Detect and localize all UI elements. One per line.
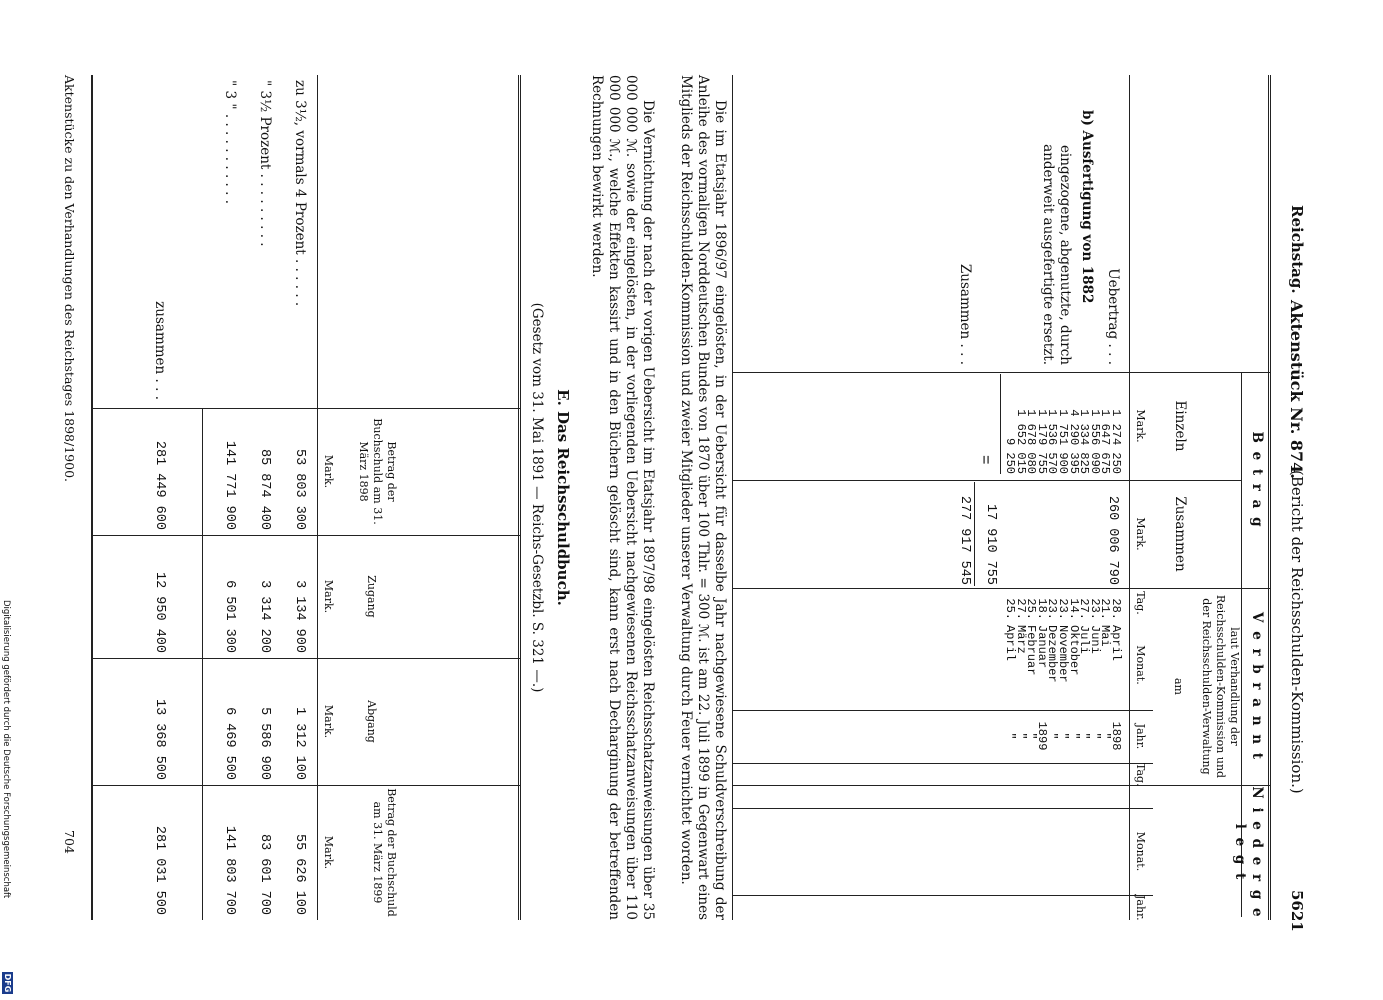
col-jahr: Jahr. xyxy=(1134,723,1147,750)
row-einzeln: 1 274 250 xyxy=(1109,409,1123,474)
row-jahr: " xyxy=(1045,732,1060,740)
row-monat: Mai xyxy=(1098,625,1113,647)
row-einzeln: 1 179 755 xyxy=(1034,409,1049,474)
row-b1898: 85 874 400 xyxy=(257,448,272,530)
section-b-desc: eingezogene, abgenutzte, durch anderweit ausgefertigte ersetzt. xyxy=(1040,144,1073,365)
row-jahr: " xyxy=(1024,732,1039,740)
zusammen-label: Zusammen . . . xyxy=(957,263,973,365)
row-label: " 3 " . . . . . . . . . . . xyxy=(222,80,238,204)
col-am: am xyxy=(1172,678,1185,695)
footer-right: 704 xyxy=(62,830,77,854)
unit-mark-t2: Mark. xyxy=(322,835,335,870)
unit-mark-t2: Mark. xyxy=(322,704,335,739)
row-einzeln: 1 652 015 xyxy=(1013,409,1028,474)
uebertrag-value: 260 006 790 xyxy=(1105,495,1120,585)
row-monat: Juli xyxy=(1077,625,1092,654)
row-jahr: " xyxy=(1087,732,1102,740)
row-b1899: 83 601 700 xyxy=(257,833,272,915)
row-monat: März xyxy=(1013,625,1028,654)
table1-vline xyxy=(733,785,1271,786)
header-bestand-1898: Betrag der Buchschuld am 31. März 1898 xyxy=(357,418,398,525)
row-einzeln: 1 556 090 xyxy=(1087,409,1102,474)
col-tag-2: Tag. xyxy=(1134,763,1147,787)
row-tag: 23. xyxy=(1056,598,1070,620)
row-einzeln: 9 250 xyxy=(1003,437,1017,474)
zusammen-rule xyxy=(974,482,975,586)
unit-mark: Mark. xyxy=(1134,517,1147,551)
table1-vline xyxy=(733,372,1271,373)
row-einzeln: 1 678 080 xyxy=(1024,409,1039,474)
col-monat-2: Monat. xyxy=(1134,831,1147,872)
zusammen-value: 277 917 545 xyxy=(957,495,972,585)
row-monat: Januar xyxy=(1034,625,1049,669)
section-b: b) Ausfertigung von 1882 xyxy=(1079,110,1095,304)
section-e-law: (Gesetz vom 31. Mai 1891 — Reichs-Gesetzbl. S. 321 —.) xyxy=(529,302,545,693)
row-abgang: 5 586 900 xyxy=(257,707,272,780)
row-jahr: " xyxy=(1013,732,1028,740)
row-monat: April xyxy=(1003,625,1017,662)
row-monat: Dezember xyxy=(1045,625,1060,683)
col-betrag: B e t r a g xyxy=(1249,431,1265,529)
row-einzeln: 4 290 395 xyxy=(1066,409,1081,474)
table1-bottom-rule xyxy=(732,75,733,920)
table2-total-rule xyxy=(202,408,203,920)
table1-vline xyxy=(733,710,1153,711)
row-jahr: " xyxy=(1056,732,1070,740)
col-monat: Monat. xyxy=(1134,645,1147,685)
row-jahr: " xyxy=(1066,732,1081,740)
total-b1899: 281 031 500 xyxy=(152,825,167,915)
row-einzeln: 1 751 900 xyxy=(1056,409,1070,474)
subtotal-rule xyxy=(1000,374,1001,474)
row-jahr: 1898 xyxy=(1109,721,1123,751)
equals-mark: = xyxy=(976,455,994,465)
row-tag: 27. xyxy=(1013,598,1028,620)
header-subtitle: (Bericht der Reichsschulden-Kommission.) xyxy=(1288,470,1306,794)
table1-vline xyxy=(733,808,1153,809)
row-jahr: " xyxy=(1003,732,1017,740)
col-verbrannt: V e r b r a n n t xyxy=(1249,612,1265,761)
row-label: zu 3½, vormals 4 Prozent . . . . . . xyxy=(292,80,308,307)
row-monat: Februar xyxy=(1024,625,1039,676)
row-einzeln: 1 647 675 xyxy=(1098,409,1113,474)
table2-bottom-rule xyxy=(91,75,93,920)
paragraph-2: Die Vernichtung der nach der vorigen Uebersicht im Etatsjahr 1897/98 eingelösten Reichsschatzanweisungen über 35 000 000 ℳ. sowie der eingelösten, in der vorliegenden Uebersicht nachgewiesenen Reichsschatzanweisungen über 110 000 000 ℳ., welche Effekten kassirt und in den Büchern gelöscht sind, kann erst nach Decharginung der betreffenden Rechnungen bewirkt werden. xyxy=(589,75,656,920)
header-abgang: Abgang xyxy=(365,700,378,743)
section-e-title: E. Das Reichsschuldbuch. xyxy=(554,389,572,606)
header-zugang: Zugang xyxy=(365,575,378,618)
col-niedergelegt: N i e d e r g e l e g t xyxy=(1232,786,1265,919)
row-b1899: 55 626 100 xyxy=(292,833,307,915)
total-label: zusammen . . . xyxy=(152,301,168,400)
row-tag: 14. xyxy=(1066,598,1081,620)
row-tag: 25. xyxy=(1024,598,1039,620)
table1-vline xyxy=(733,763,1153,764)
row-tag: 27. xyxy=(1077,598,1092,620)
subtotal: 17 910 755 xyxy=(983,503,998,585)
row-b1898: 141 771 900 xyxy=(222,440,237,530)
col-einzeln: Einzeln xyxy=(1172,400,1188,452)
row-abgang: 6 469 500 xyxy=(222,707,237,780)
col-jahr-2: Jahr. xyxy=(1134,895,1147,921)
row-monat: Juni xyxy=(1087,625,1102,654)
row-b1899: 141 803 700 xyxy=(222,825,237,915)
row-label: " 3½ Prozent . . . . . . . . . xyxy=(257,80,273,247)
row-einzeln: 1 536 570 xyxy=(1045,409,1060,474)
total-b1898: 281 449 600 xyxy=(152,440,167,530)
unit-mark-t2: Mark. xyxy=(322,454,335,489)
unit-mark-t2: Mark. xyxy=(322,579,335,614)
footer-left: Aktenstücke zu den Verhandlungen des Reichstages 1898/1900. xyxy=(62,75,77,483)
side-note: Digitalisierung gefördert durch die Deutsche Forschungsgemeinschaft xyxy=(1,600,11,899)
row-abgang: 1 312 100 xyxy=(292,707,307,780)
row-tag: 28. xyxy=(1109,598,1123,620)
row-einzeln: 1 334 825 xyxy=(1077,409,1092,474)
dfg-logo: DFG xyxy=(3,973,12,993)
table1-top-rule xyxy=(1268,75,1271,920)
page-number: 5621 xyxy=(1288,890,1306,932)
total-zugang: 12 950 400 xyxy=(152,571,167,653)
header-left: Reichstag. xyxy=(1288,205,1306,294)
row-jahr: " xyxy=(1098,732,1113,740)
table2-header-rule xyxy=(317,75,318,920)
row-tag: 25. xyxy=(1003,598,1017,620)
table1-vline xyxy=(733,588,1271,589)
table2-top-rule xyxy=(518,75,521,920)
col-tag: Tag. xyxy=(1134,591,1147,615)
row-zugang: 3 134 900 xyxy=(292,580,307,653)
unit-mark: Mark. xyxy=(1134,409,1147,443)
row-zugang: 3 314 200 xyxy=(257,580,272,653)
row-monat: Oktober xyxy=(1066,625,1081,676)
row-b1898: 53 803 300 xyxy=(292,448,307,530)
paragraph-1: Die im Etatsjahr 1896/97 eingelösten, in der Uebersicht für dasselbe Jahr nachgewiesene Schuldverschreibung der Anleihe des vormaligen Norddeutschen Bundes von 1870 über 100 Thlr. = 300 ℳ. ist am 22. Juli 1899 in Gegenwart eines Mitglieds der Reichsschulden-Kommission und zweier Mitglieder unserer Verwaltung durch Feuer vernichtet worden. xyxy=(678,75,728,920)
row-tag: 21. xyxy=(1098,598,1113,620)
table1-vline xyxy=(733,895,1153,896)
total-abgang: 13 368 500 xyxy=(152,698,167,780)
row-tag: 18. xyxy=(1034,598,1049,620)
row-jahr: 1899 xyxy=(1034,721,1049,751)
row-zugang: 6 501 300 xyxy=(222,580,237,653)
row-jahr: " xyxy=(1077,732,1092,740)
row-monat: April xyxy=(1109,625,1123,662)
row-tag: 23. xyxy=(1045,598,1060,620)
table1-header-rule xyxy=(1129,75,1130,920)
row-monat: November xyxy=(1056,625,1070,683)
header-bestand-1899: Betrag der Buchschuld am 31. März 1899 xyxy=(371,788,398,917)
uebertrag-label: Uebertrag . . . xyxy=(1105,268,1121,365)
col-verbrannt-sub: laut Verhandlung der Reichsschulden-Kommission und der Reichsschulden-Verwaltung xyxy=(1200,594,1241,779)
header-aktenstueck: Aktenstück Nr. 874. xyxy=(1287,300,1306,479)
row-tag: 23. xyxy=(1087,598,1102,620)
col-zusammen: Zusammen xyxy=(1172,496,1188,572)
